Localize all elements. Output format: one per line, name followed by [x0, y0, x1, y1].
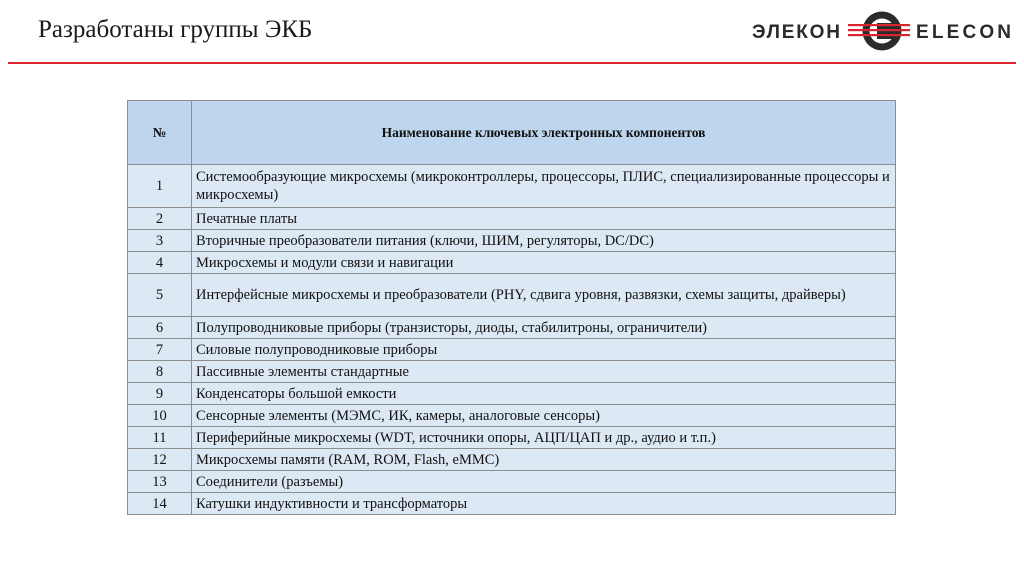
header-divider	[8, 62, 1016, 64]
row-name: Системообразующие микросхемы (микроконтроллеры, процессоры, ПЛИС, специализированные процессоры и микросхемы)	[192, 165, 896, 208]
row-number: 7	[128, 339, 192, 361]
table-row	[128, 405, 896, 427]
row-number: 10	[128, 405, 192, 427]
logo-left-text: ЭЛЕКОН	[752, 22, 840, 43]
row-number: 2	[128, 208, 192, 230]
components-table	[127, 100, 896, 515]
row-number: 13	[128, 471, 192, 493]
row-number: 14	[128, 493, 192, 515]
row-name: Микросхемы и модули связи и навигации	[192, 252, 896, 274]
table-row	[128, 230, 896, 252]
row-name: Интерфейсные микросхемы и преобразователи (PHY, сдвига уровня, развязки, схемы защиты, драйверы)	[192, 274, 896, 317]
logo-emblem-icon	[848, 12, 910, 51]
row-name: Периферийные микросхемы (WDT, источники опоры, АЦП/ЦАП и др., аудио и т.п.)	[192, 427, 896, 449]
column-header-name: Наименование ключевых электронных компонентов	[192, 101, 896, 165]
company-logo	[752, 10, 1014, 52]
row-number: 5	[128, 274, 192, 317]
table-row	[128, 317, 896, 339]
row-number: 12	[128, 449, 192, 471]
row-number: 3	[128, 230, 192, 252]
table-row	[128, 449, 896, 471]
row-name: Печатные платы	[192, 208, 896, 230]
row-name: Вторичные преобразователи питания (ключи, ШИМ, регуляторы, DC/DC)	[192, 230, 896, 252]
slide-title: Разработаны группы ЭКБ	[38, 16, 313, 43]
row-number: 1	[128, 165, 192, 208]
row-name: Микросхемы памяти (RAM, ROM, Flash, eMMC)	[192, 449, 896, 471]
row-name: Полупроводниковые приборы (транзисторы, диоды, стабилитроны, ограничители)	[192, 317, 896, 339]
row-name: Сенсорные элементы (МЭМС, ИК, камеры, аналоговые сенсоры)	[192, 405, 896, 427]
row-number: 11	[128, 427, 192, 449]
table-row	[128, 274, 896, 317]
table-row	[128, 208, 896, 230]
table-row	[128, 471, 896, 493]
row-name: Соединители (разъемы)	[192, 471, 896, 493]
row-name: Конденсаторы большой емкости	[192, 383, 896, 405]
column-header-number: №	[128, 101, 192, 165]
row-number: 8	[128, 361, 192, 383]
row-name: Катушки индуктивности и трансформаторы	[192, 493, 896, 515]
table-header-row	[128, 101, 896, 165]
row-number: 9	[128, 383, 192, 405]
table-row	[128, 165, 896, 208]
table-row	[128, 361, 896, 383]
row-name: Силовые полупроводниковые приборы	[192, 339, 896, 361]
table-row	[128, 427, 896, 449]
row-number: 6	[128, 317, 192, 339]
row-number: 4	[128, 252, 192, 274]
logo-right-text: ELECON	[916, 22, 1011, 43]
table-row	[128, 383, 896, 405]
row-name: Пассивные элементы стандартные	[192, 361, 896, 383]
table-row	[128, 339, 896, 361]
table-row	[128, 252, 896, 274]
table-row	[128, 493, 896, 515]
